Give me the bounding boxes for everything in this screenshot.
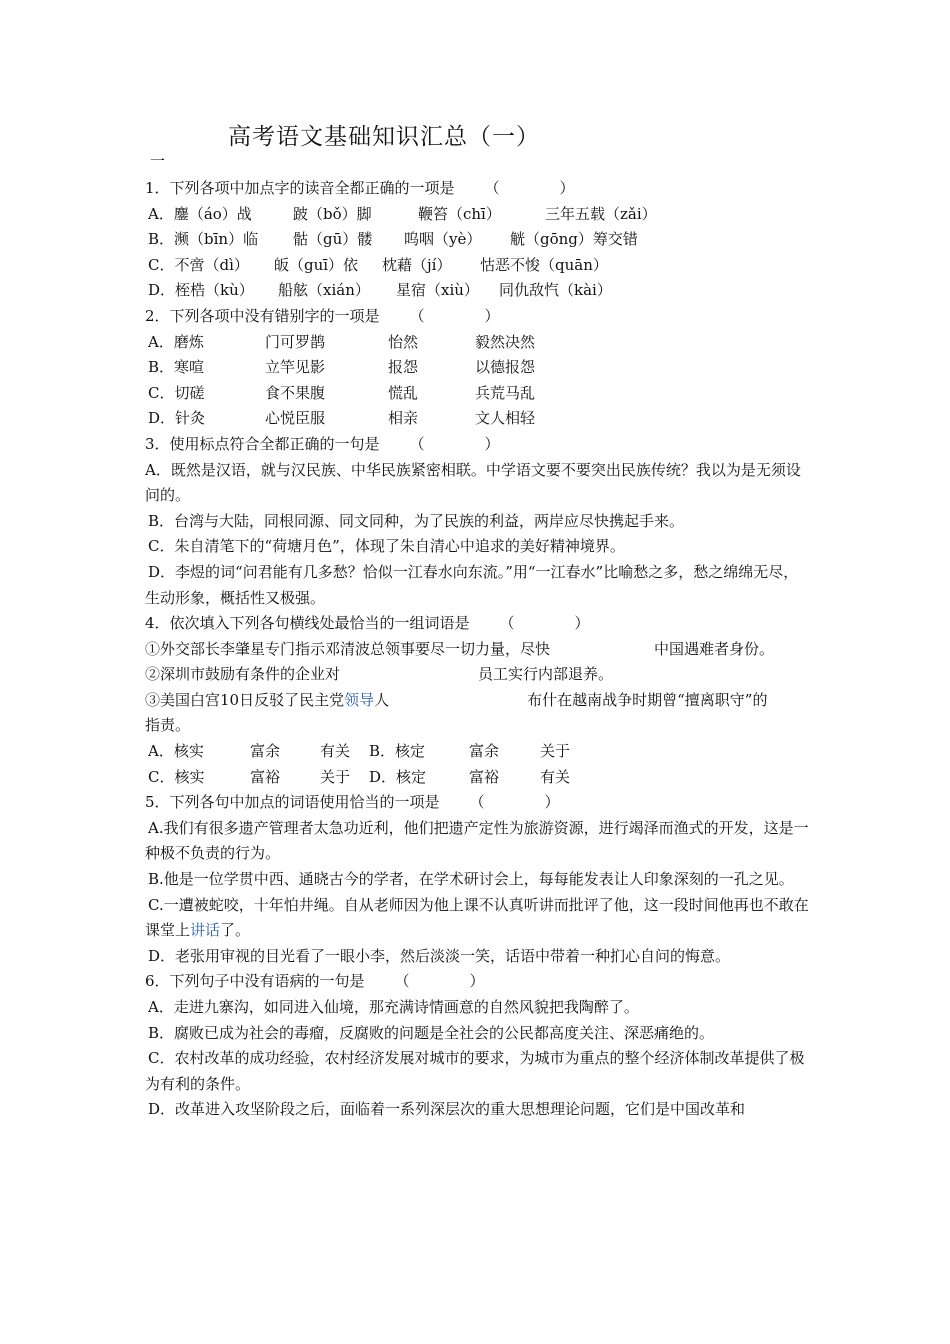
option-b: B．腐败已成为社会的毒瘤，反腐败的问题是全社会的公民都高度关注、深恶痛绝的。: [148, 1023, 715, 1042]
option-b: B.他是一位学贯中西、通晓古今的学者，在学术研讨会上，每每能发表让人印象深刻的一孔之见。: [148, 870, 794, 889]
answer-blank: （ ）: [394, 972, 485, 991]
option-c: C．农村改革的成功经验，农村经济发展对城市的要求，为城市为重点的整个经济体制改革提供了极为有利的条件。: [145, 1049, 805, 1093]
section-marker: 一: [150, 152, 166, 170]
option-a: A．既然是汉语，就与汉民族、中华民族紧密相联。中学语文要不要突出民族传统？我以为是无须设问的。: [145, 460, 801, 505]
answer-blank: （ ）: [499, 614, 590, 633]
sentence-3: ③美国白宫10日反驳了民主党领导人 布什在越南战争时期曾“擅离职守”的: [145, 690, 768, 709]
sentence-2: ②深圳市鼓励有条件的企业对 员工实行内部退养。: [145, 665, 614, 684]
option-b: B．台湾与大陆，同根同源、同文同种，为了民族的利益，两岸应尽快携起手来。: [148, 511, 685, 530]
option-d: D．李煜的词“问君能有几多愁？恰似一江春水向东流。”用“一江春水”比喻愁之多，愁之绵绵无尽，生动形象，概括性又极强。: [145, 562, 799, 607]
link-text[interactable]: 讲话: [190, 921, 221, 940]
question-2-stem: 2．下列各项中没有错别字的一项是 （ ）: [145, 304, 810, 330]
option-row: C．切磋 食不果腹 慌乱 兵荒马乱: [148, 383, 536, 402]
question-4-stem: 4．依次填入下列各句横线处最恰当的一组词语是 （ ）: [145, 611, 810, 637]
option-row: B．濒（bīn）临 骷（gū）髅 呜咽（yè） 觥（gōng）筹交错: [148, 230, 638, 249]
question-5-stem: 5．下列各句中加点的词语使用恰当的一项是 （ ）: [145, 790, 810, 816]
sentence-1: ①外交部长李肇星专门指示邓清波总领事要尽一切力量，尽快 中国遇难者身份。: [145, 639, 775, 658]
option-row: D．桎梏（kù） 船舷（xián） 星宿（xiù） 同仇敌忾（kài）: [148, 281, 612, 300]
option-d: D．老张用审视的目光看了一眼小李，然后淡淡一笑，话语中带着一种扪心自问的悔意。: [148, 946, 731, 965]
question-6-stem: 6．下列句子中没有语病的一句是 （ ）: [145, 969, 810, 995]
page-title: 高考语文基础知识汇总（一）: [228, 124, 540, 150]
option-row: C．核实 富裕 关于 D．核定 富裕 有关: [148, 767, 571, 786]
document-body: [145, 176, 810, 1123]
option-a: A.我们有很多遗产管理者太急功近利，他们把遗产定性为旅游资源，进行竭泽而渔式的开发，这是一种极不负责的行为。: [145, 818, 809, 863]
option-c: C．朱自清笔下的“荷塘月色”，体现了朱自清心中追求的美好精神境界。: [148, 537, 625, 556]
question-1-stem: 1．下列各项中加点字的读音全都正确的一项是 （ ）: [145, 176, 810, 202]
answer-blank: （ ）: [409, 306, 500, 325]
option-row: A．核实 富余 有关 B．核定 富余 关于: [148, 742, 571, 761]
option-row: A．鏖（áo）战 跛（bǒ）脚 鞭笞（chī） 三年五载（zǎi）: [148, 204, 657, 223]
option-row: C．不啻（dì） 皈（guī）依 枕藉（jí） 怙恶不悛（quān）: [148, 255, 608, 274]
answer-blank: （ ）: [484, 179, 575, 197]
option-a: A．走进九寨沟，如同进入仙境，那充满诗情画意的自然风貌把我陶醉了。: [148, 998, 639, 1016]
answer-blank: （ ）: [469, 793, 560, 812]
question-3-stem: 3．使用标点符合全都正确的一句是 （ ）: [145, 432, 810, 458]
option-row: D．针灸 心悦臣服 相亲 文人相轻: [148, 409, 536, 428]
option-d: D．改革进入攻坚阶段之后，面临着一系列深层次的重大思想理论问题，它们是中国改革和: [148, 1100, 746, 1119]
sentence-3-end: 指责。: [145, 716, 191, 735]
answer-blank: （ ）: [409, 434, 500, 453]
link-text[interactable]: 领导: [344, 690, 375, 709]
option-row: A．磨炼 门可罗鹊 怡然 毅然决然: [148, 332, 536, 351]
option-c: C.一遭被蛇咬，十年怕井绳。自从老师因为他上课不认真听讲而批评了他，这一段时间他再也不敢在课堂上讲话了。: [145, 895, 809, 940]
option-row: B．寒喧 立竿见影 报怨 以德报怨: [148, 358, 536, 377]
